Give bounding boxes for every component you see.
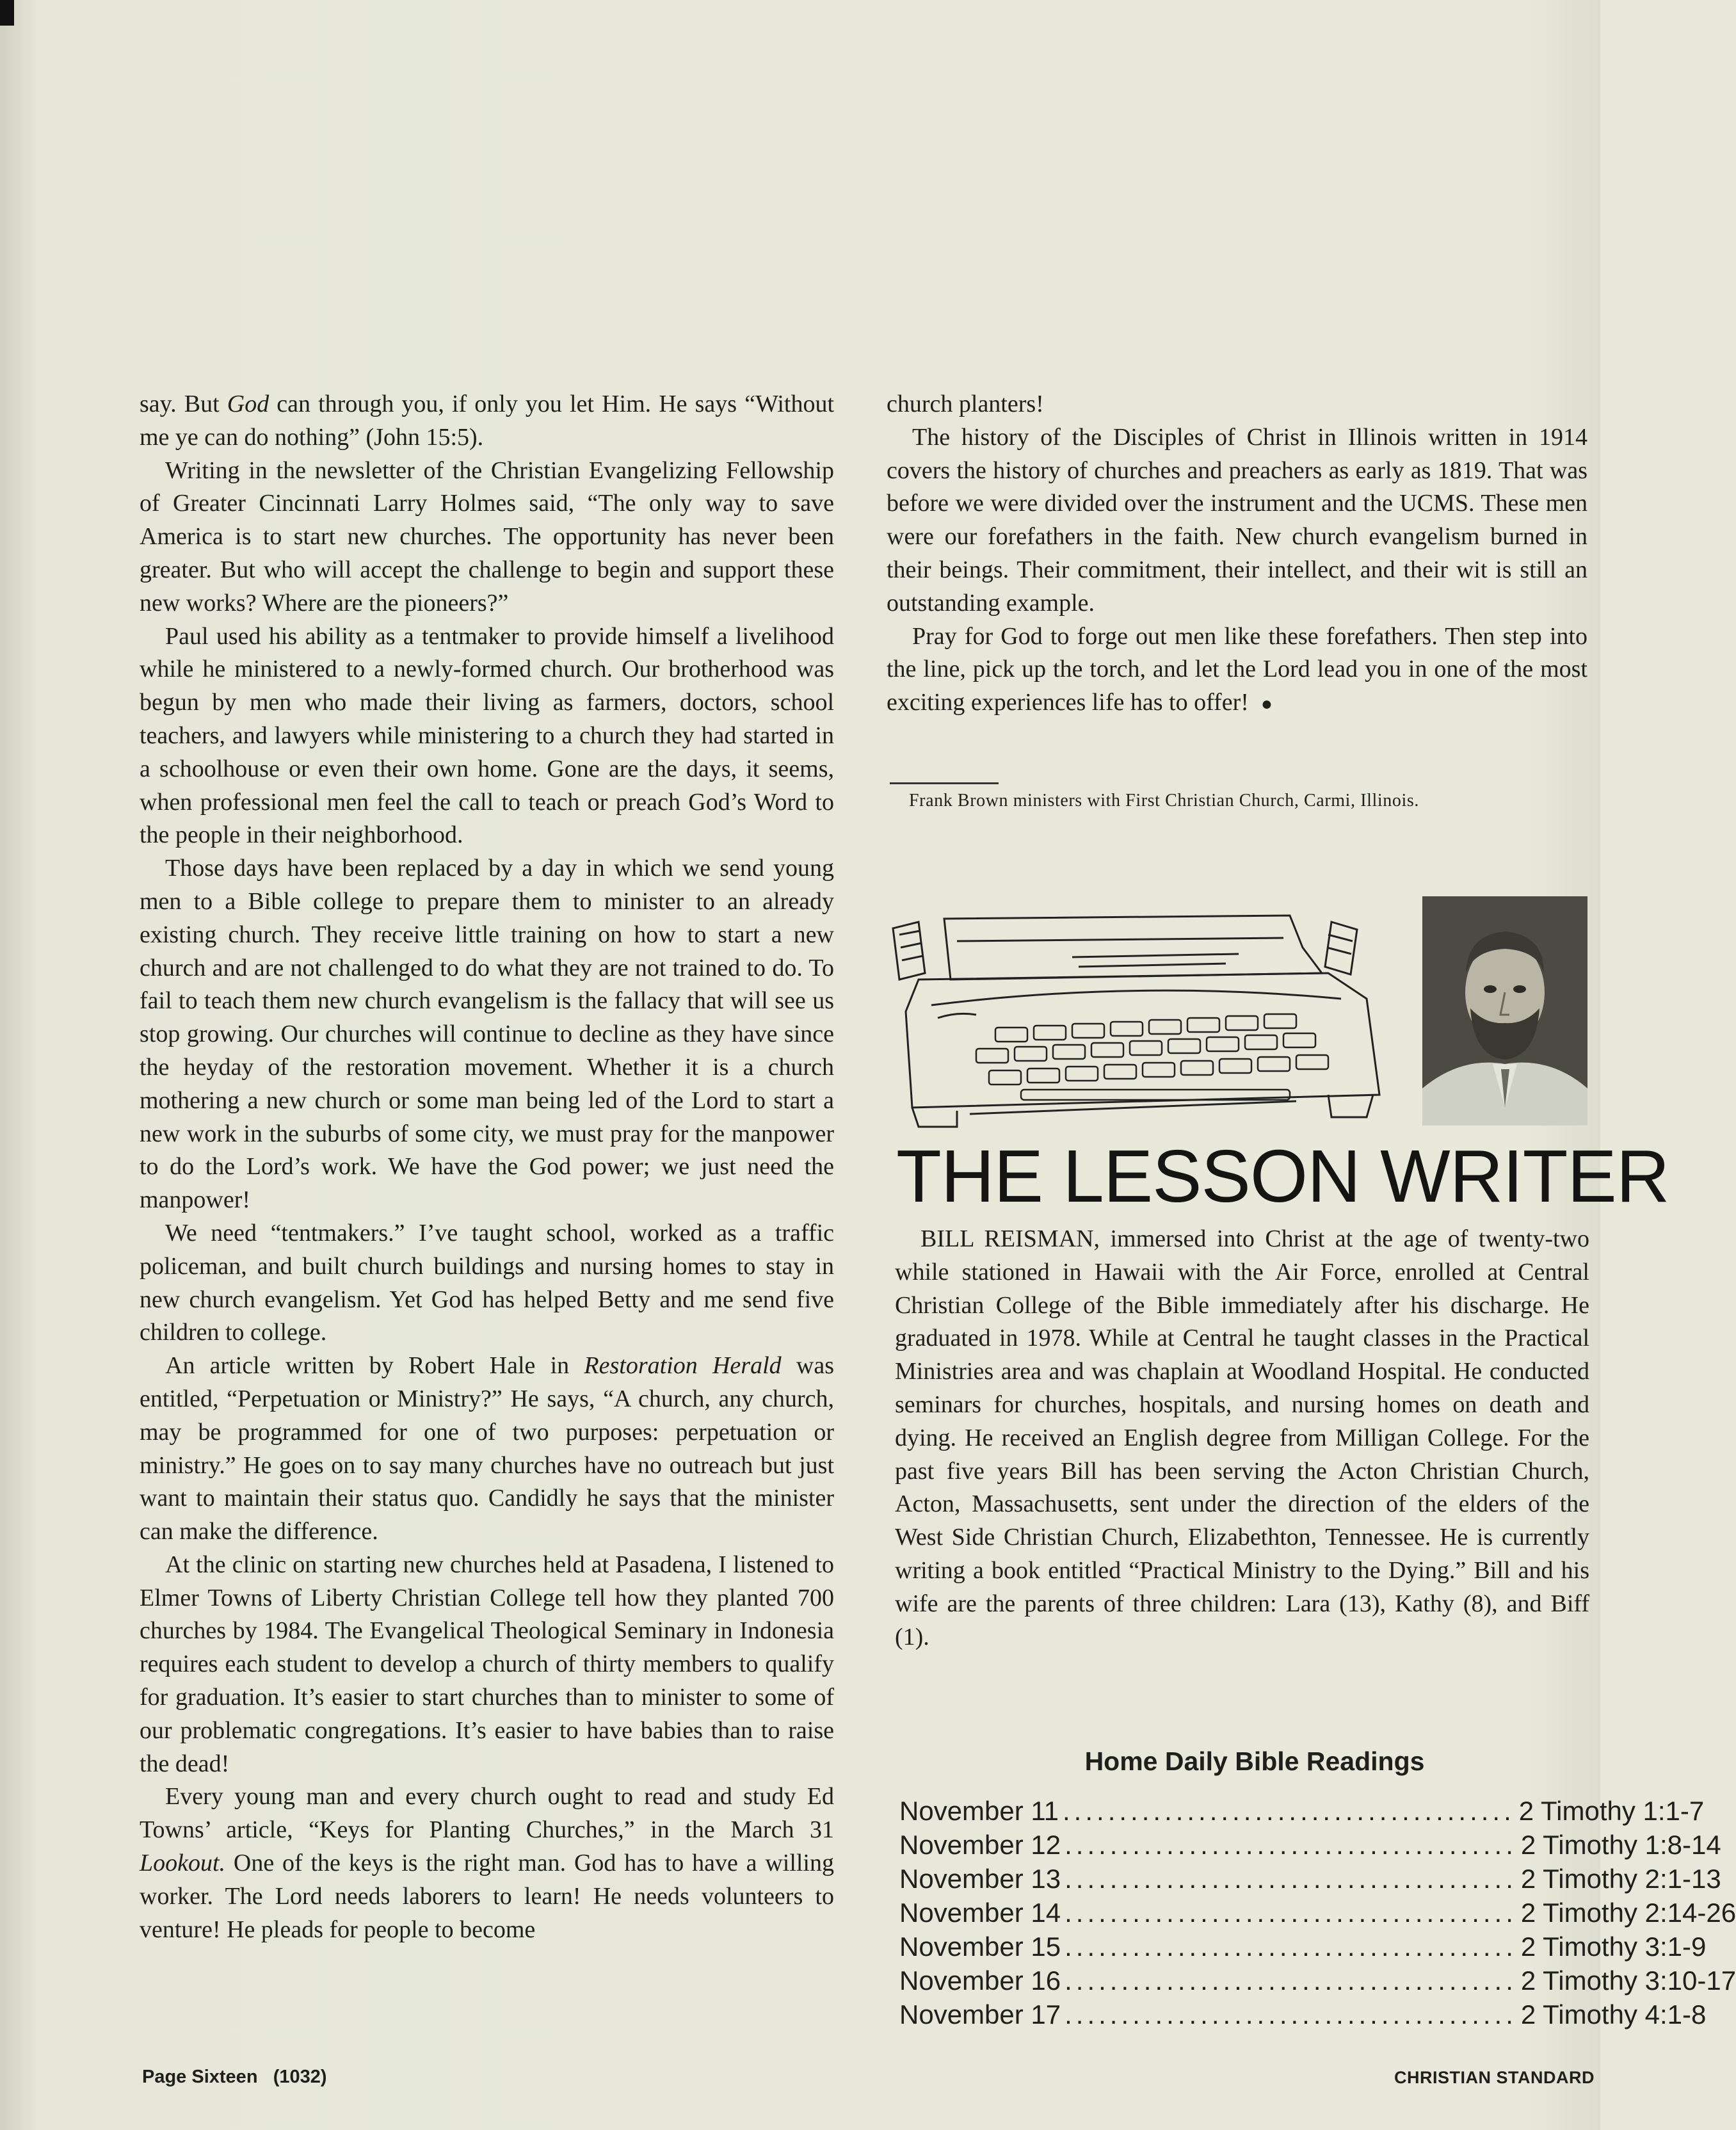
reading-reference: 2 Timothy 1:1-7 — [1518, 1796, 1705, 1826]
leader-dots: ........................................ — [1065, 1932, 1517, 1962]
publication-name: CHRISTIAN STANDARD — [1394, 2068, 1595, 2087]
reading-date: November 11 — [899, 1796, 1059, 1826]
article-paragraph: Every young man and every church ought to read and study Ed Towns’ article, “Keys for Planting Churches,” in the March 31 Lookout. One of the keys is the right man. God has to have a willing worker. The Lord needs laborers to learn! He needs volunteers to venture! He pleads for people to become — [140, 1783, 834, 1943]
end-mark: ● — [1260, 693, 1273, 715]
reading-date: November 12 — [899, 1830, 1061, 1860]
lesson-writer-heading: THE LESSON WRITER — [896, 1134, 1669, 1218]
reading-row — [899, 1932, 1707, 1965]
leader-dots: ........................................ — [1065, 1830, 1517, 1860]
reading-row — [899, 1796, 1705, 1830]
leader-dots: ........................................ — [1065, 1864, 1517, 1894]
article-paragraph: An article written by Robert Hale in Restoration Herald was entitled, “Perpetuation or Ministry?” He says, “A church, any church, may be programmed for one of two purposes: perpetuation or ministry.” He goes on to say many churches have no outreach but just want to maintain their status quo. Candidly he says that the minister can make the difference. — [140, 1352, 834, 1545]
article-paragraph: We need “tentmakers.” I’ve taught school, worked as a traffic policeman, and built church buildings and nursing homes to stay in new church evangelism. Yet God has helped Betty and me send five children to college. — [140, 1219, 834, 1346]
reading-reference: 2 Timothy 3:10-17 — [1520, 1965, 1736, 1996]
typewriter-keys — [880, 903, 1411, 1146]
footnote-rule — [890, 782, 999, 784]
lesson-writer-bio — [895, 1223, 1589, 1654]
reading-reference: 2 Timothy 1:8-14 — [1520, 1830, 1721, 1860]
reading-reference: 2 Timothy 3:1-9 — [1520, 1932, 1707, 1962]
article-paragraph: church planters! — [887, 391, 1044, 417]
article-paragraph: At the clinic on starting new churches held at Pasadena, I listened to Elmer Towns of Liberty Christian College tell how they planted 700 churches by 1984. The Evangelical Theological Seminary in Indonesia requires each student to develop a church of thirty members to qualify for graduation. It’s easier to start churches than to minister to some of our problematic congregations. It’s easier to have babies than to raise the dead! — [140, 1551, 834, 1777]
reading-date: November 16 — [899, 1965, 1061, 1996]
reading-reference: 2 Timothy 2:14-26 — [1520, 1898, 1736, 1928]
article-paragraph: Paul used his ability as a tentmaker to provide himself a livelihood while he ministered to a newly-formed church. Our brotherhood was begun by men who made their living as farmers, doctors, school teachers, and lawyers while ministering to a church they had started in a schoolhouse or even their own home. Gone are the days, it seems, when professional men feel the call to teach or preach God’s Word to the people in their neighborhood. — [140, 622, 834, 849]
article-paragraph: Those days have been replaced by a day in which we send young men to a Bible college to prepare them to minister to an already existing church. They receive little training on how to start a new church and are not challenged to do what they are not trained to do. To fail to teach them new church evangelism is the fallacy that will see us stop growing. Our churches will continue to decline as they have since the heyday of the restoration movement. Whether it is a church mothering a new church or some man being led of the Lord to start a new work in the suburbs of some city, we must pray for the manpower to do the Lord’s work. We have the God power; we just need the manpower! — [140, 855, 834, 1214]
reading-date: November 17 — [899, 1999, 1061, 2029]
article-paragraph: Pray for God to forge out men like these forefathers. Then step into the line, pick up the torch, and let the Lord lead you in one of the most exciting experiences life has to offer! ● — [887, 622, 1587, 716]
leader-dots: ........................................ — [1065, 1999, 1517, 2029]
reading-date: November 14 — [899, 1898, 1061, 1928]
article-paragraph: The history of the Disciples of Christ in Illinois written in 1914 covers the history of churches and preachers as early as 1819. That was before we were divided over the instrument and the UCMS. These men were our forefathers in the faith. New church evangelism burned in their beings. Their commitment, their intellect, and their wit is still an outstanding example. — [887, 423, 1587, 617]
readings-title: Home Daily Bible Readings — [1084, 1747, 1425, 1776]
reading-row — [899, 1999, 1707, 2033]
reading-reference: 2 Timothy 4:1-8 — [1520, 1999, 1707, 2029]
reading-date: November 13 — [899, 1864, 1061, 1894]
article-paragraph: Writing in the newsletter of the Christian Evangelizing Fellowship of Greater Cincinnati Larry Holmes said, “The only way to save America is to start new churches. The opportunity has never been greater. But who will accept the challenge to begin and support these new works? Where are the pioneers?” — [140, 456, 834, 617]
article-left-column — [140, 388, 834, 1946]
article-paragraph: say. But God can through you, if only you let Him. He says “Without me ye can do nothing” (John 15:5). — [140, 391, 835, 451]
corner-mark — [0, 0, 14, 26]
readings-list — [899, 1796, 1736, 2033]
leader-dots: ........................................ — [1063, 1796, 1515, 1826]
reading-row — [899, 1965, 1736, 1999]
article-right-column — [887, 388, 1587, 721]
leader-dots: ........................................ — [1065, 1898, 1517, 1928]
reading-reference: 2 Timothy 2:1-13 — [1520, 1864, 1721, 1894]
reading-row — [899, 1864, 1721, 1898]
leader-dots: ........................................ — [1065, 1965, 1517, 1996]
reading-date: November 15 — [899, 1932, 1061, 1962]
bio-paragraph: BILL REISMAN, immersed into Christ at the age of twenty-two while stationed in Hawaii with the Air Force, enrolled at Central Christian College of the Bible immediately after his discharge. He graduated in 1978. While at Central he taught classes in the Practical Ministries area and was chaplain at Woodland Hospital. He conducted seminars for churches, hospitals, and nursing homes on death and dying. He received an English degree from Milligan College. For the past five years Bill has been serving the Acton Christian Church, Acton, Massachusetts, sent under the direction of the elders of the West Side Christian Church, Elizabethton, Tennessee. He is currently writing a book entitled “Practical Ministry to the Dying.” Bill and his wife are the parents of three children: Lara (13), Kathy (8), and Biff (1). — [895, 1225, 1589, 1650]
author-portrait-photo — [1422, 896, 1587, 1126]
page-number: Page Sixteen (1032) — [142, 2067, 327, 2087]
reading-row — [899, 1830, 1721, 1864]
reading-row — [899, 1898, 1736, 1932]
author-footnote: Frank Brown ministers with First Christian Church, Carmi, Illinois. — [909, 791, 1419, 811]
portrait-illustration — [1422, 896, 1587, 1126]
